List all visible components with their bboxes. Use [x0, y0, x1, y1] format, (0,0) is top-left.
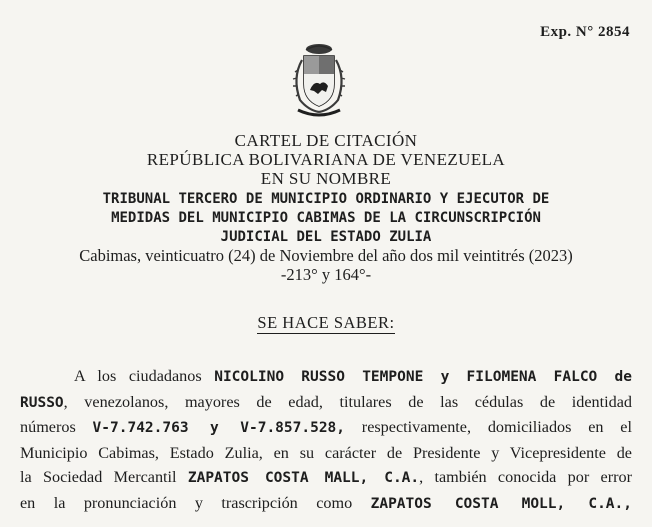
- body-line-4: Municipio Cabimas, Estado Zulia, en su carácter de Presidente y Vicepresidente de: [20, 443, 632, 462]
- document-title: CARTEL DE CITACIÓN: [234, 131, 418, 150]
- court-line-3: JUDICIAL DEL ESTADO ZULIA: [220, 229, 432, 245]
- in-name-line: EN SU NOMBRE: [260, 169, 392, 188]
- body-line-3: números V-7.742.763 y V-7.857.528, respectivamente, domiciliados en el: [20, 418, 632, 436]
- notice-heading: [0, 313, 652, 333]
- expediente-number: Exp. N° 2854: [540, 24, 630, 40]
- id-numbers: V-7.742.763 y V-7.857.528,: [92, 420, 346, 436]
- body-paragraph: [20, 364, 632, 516]
- body-line-2: RUSSO, venezolanos, mayores de edad, titulares de las cédulas de identidad: [20, 392, 632, 411]
- court-name: [60, 190, 592, 247]
- republic-years: -213° y 164°-: [280, 265, 372, 284]
- court-line-1: TRIBUNAL TERCERO DE MUNICIPIO ORDINARIO Y EJECUTOR DE: [102, 191, 550, 207]
- body-line-5: la Sociedad Mercantil ZAPATOS COSTA MALL, C.A., también conocida por error: [20, 468, 632, 486]
- notice-heading-text: SE HACE SABER:: [257, 313, 395, 332]
- company-alias: ZAPATOS COSTA MOLL, C.A.,: [370, 495, 632, 512]
- issue-date: Cabimas, veinticuatro (24) de Noviembre del año dos mil veintitrés (2023): [79, 246, 573, 265]
- company-name: ZAPATOS COSTA MALL, C.A.: [187, 470, 420, 486]
- court-line-2: MEDIDAS DEL MUNICIPIO CABIMAS DE LA CIRCUNSCRIPCIÓN: [111, 210, 541, 226]
- body-line-1: A los ciudadanos NICOLINO RUSSO TEMPONE y FILOMENA FALCO de: [74, 367, 632, 385]
- defendant-names: NICOLINO RUSSO TEMPONE y FILOMENA FALCO de: [214, 369, 632, 385]
- coat-of-arms-icon: [284, 40, 354, 118]
- body-line-6: en la pronunciación y trascripción como ZAPATOS COSTA MOLL, C.A.,: [20, 493, 632, 512]
- country-name: REPÚBLICA BOLIVARIANA DE VENEZUELA: [146, 150, 506, 169]
